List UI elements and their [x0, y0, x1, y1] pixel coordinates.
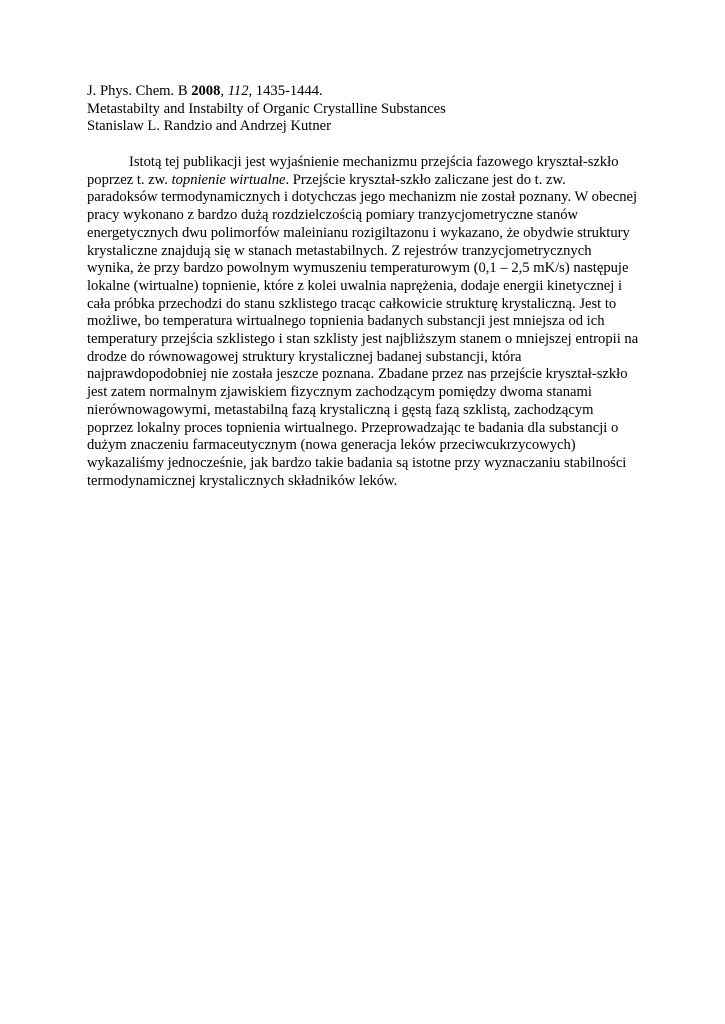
text-line: pracy wykonano z bardzo dużą rozdzielczością pomiary tranzycjometryczne stanów: [87, 207, 579, 224]
text-line: paradoksów termodynamicznych i dotychczas jego mechanizm nie został poznany. W obecnej: [87, 189, 638, 206]
citation-volume: 112: [227, 83, 249, 99]
text-line: dużym znaczeniu farmaceutycznym (nowa generacja leków przeciwcukrzycowych): [87, 437, 576, 454]
text-line: jest zatem normalnym zjawiskiem fizycznym zachodzącym pomiędzy dwoma stanami: [87, 384, 592, 401]
text-line: wynika, że przy bardzo powolnym wymuszeniu temperaturowym (0,1 – 2,5 mK/s) następuje: [87, 260, 629, 277]
article-title: Metastabilty and Instabilty of Organic Crystalline Substances: [87, 100, 446, 117]
text-line: lokalne (wirtualne) topnienie, które z kolei uwalnia naprężenia, dodaje energii kinetycznej i: [87, 277, 623, 294]
text-line: termodynamicznej krystalicznych składników leków.: [87, 472, 398, 489]
article-authors: Stanislaw L. Randzio and Andrzej Kutner: [87, 118, 331, 134]
text-line: najprawdopodobniej nie została jeszcze poznana. Zbadane przez nas przejście kryształ-szkło: [87, 366, 628, 383]
text-line: temperatury przejścia szklistego i stan szklisty jest najbliższym stanem o mniejszej entropii na: [87, 331, 639, 348]
text-line: drodze do równowagowej struktury krystalicznej badanej substancji, która: [87, 348, 522, 365]
citation-separator: ,: [220, 83, 228, 99]
text-line: cała próbka przechodzi do stanu szklistego tracąc całkowicie strukturę krystaliczną. Jest to: [87, 295, 617, 312]
text-line: Istotą tej publikacji jest wyjaśnienie mechanizmu przejścia fazowego kryształ-szkło: [129, 154, 619, 170]
reference-header: [87, 83, 446, 136]
text-line: energetycznych dwu polimorfów maleinianu rozigiltazonu i wykazano, że obydwie struktury: [87, 224, 630, 241]
abstract-paragraph: [87, 154, 647, 490]
text-run: . Przejście kryształ-szkło zaliczane jest do t. zw.: [285, 171, 566, 188]
text-line: nierównowagowymi, metastabilną fazą krystaliczną i gęstą fazą szklistą, zachodzącym: [87, 401, 594, 418]
citation-pages: , 1435-1444.: [248, 83, 323, 99]
citation-line: [87, 83, 446, 101]
text-line: [87, 172, 647, 190]
text-line: krystaliczne znajdują się w stanach metastabilnych. Z rejestrów tranzycjometrycznych: [87, 242, 592, 259]
emphasis-term: topnienie wirtualne: [171, 171, 286, 188]
text-run: poprzez t. zw.: [87, 171, 172, 188]
text-line: możliwe, bo temperatura wirtualnego topnienia badanych substancji jest mniejsza od ich: [87, 313, 605, 330]
text-line: wykazaliśmy jednocześnie, jak bardzo takie badania są istotne przy wyznaczaniu stabilności: [87, 454, 627, 471]
journal-name: J. Phys. Chem. B: [87, 83, 192, 99]
text-line: poprzez lokalny proces topnienia wirtualnego. Przeprowadzając te badania dla substancji o: [87, 419, 619, 436]
citation-year: 2008: [191, 83, 221, 99]
